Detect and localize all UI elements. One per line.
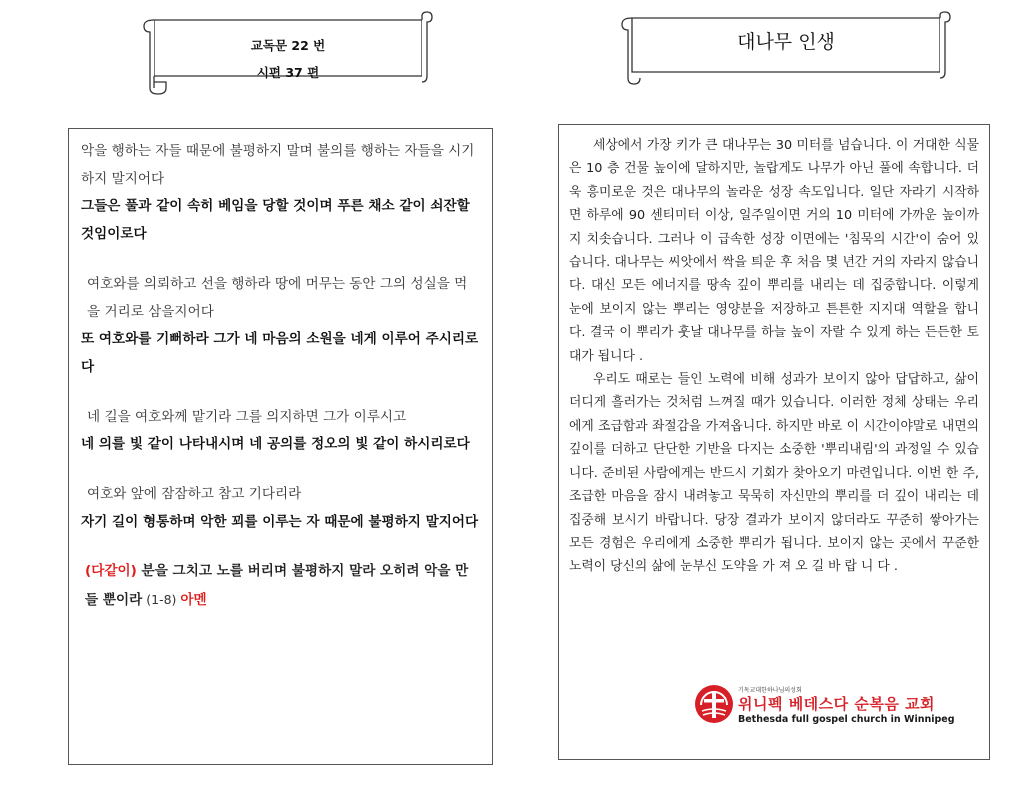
responsive-reading-box xyxy=(68,128,493,765)
reading-paragraph xyxy=(81,271,480,382)
leader-verse: 여호와 앞에 잠잠하고 참고 기다리라 xyxy=(87,486,302,503)
unison-label: (다같이) xyxy=(85,563,137,580)
congregation-verse: 자기 길이 형통하며 악한 꾀를 이루는 자 때문에 불평하지 말지어다 xyxy=(81,513,479,530)
congregation-verse: 그들은 풀과 같이 속히 베임을 당할 것이며 푸른 채소 같이 쇠잔할 것임이로다 xyxy=(81,198,470,243)
reading-paragraph xyxy=(81,138,480,249)
essay-box xyxy=(558,124,990,760)
church-cross-logo-icon xyxy=(694,684,734,724)
scroll-text xyxy=(154,32,422,86)
left-scroll-header xyxy=(140,12,436,96)
leader-verse: 네 길을 여호와께 맡기라 그를 의지하면 그가 이루시고 xyxy=(87,408,407,425)
leader-verse: 여호와를 의뢰하고 선을 행하라 땅에 머무는 동안 그의 성실을 먹을 거리로 삼을지어다 xyxy=(87,275,468,320)
congregation-verse: 또 여호와를 기뻐하라 그가 네 마음의 소원을 네게 이루어 주시리로다 xyxy=(81,331,479,375)
church-logo xyxy=(694,682,966,732)
denomination-text: 기독교대한하나님의성회 xyxy=(738,687,802,694)
essay-body xyxy=(569,134,979,579)
unison-verse xyxy=(81,558,480,614)
verse-range: (1-8) xyxy=(142,592,181,608)
reading-paragraph xyxy=(81,481,480,536)
essay-title: 대나무 인생 xyxy=(737,31,835,53)
unison-text: 분을 그치고 노를 버리며 불평하지 말라 오히려 악을 만들 뿐이라 xyxy=(85,563,469,609)
church-korean-name: 위니펙 베데스다 순복음 교회 xyxy=(738,695,936,713)
church-english-name: Bethesda full gospel church in Winnipeg xyxy=(738,714,955,725)
essay-paragraph: 세상에서 가장 키가 큰 대나무는 30 미터를 넘습니다. 이 거대한 식물은 10 층 건물 높이에 달하지만, 놀랍게도 나무가 아닌 풀에 속합니다. 더욱 흥미로운 것은 대나무의 놀라운 성장 속도입니다. 일단 자라기 시작하면 하루에 90 센티미터 이상, 일주일이면 거의 10 미터에 가까운 높이까지 치솟습니다. 그러나 이 급속한 성장 이면에는 '침묵의 시간'이 숨어 있습니다. 대나무는 씨앗에서 싹을 틔운 후 처음 몇 년간 거의 자라지 않습니다. 대신 모든 에너지를 땅속 깊이 뿌리를 내리는 데 집중합니다. 이렇게 눈에 보이지 않는 뿌리는 영양분을 저장하고 튼튼한 지지대 역할을 합니다. 결국 이 뿌리가 훗날 대나무를 하늘 높이 자랄 수 있게 하는 든든한 토대가 됩니다 . xyxy=(569,138,979,364)
reading-number: 교독문 22 번 xyxy=(250,38,326,53)
leader-verse: 악을 행하는 자들 때문에 불평하지 말며 불의를 행하는 자들을 시기하지 말지어다 xyxy=(81,143,475,187)
essay-paragraph: 우리도 때로는 들인 노력에 비해 성과가 보이지 않아 답답하고, 삶이 더디게 흘러가는 것처럼 느껴질 때가 있습니다. 이러한 정체 상태는 우리에게 조급함과 좌절감을 가져옵니다. 하지만 바로 이 시간이야말로 내면의 깊이를 더하고 단단한 기반을 다지는 소중한 '뿌리내림'의 과정일 수 있습니다. 준비된 사람에게는 반드시 기회가 찾아오기 마련입니다. 이번 한 주, 조급한 마음을 잠시 내려놓고 묵묵히 자신만의 뿌리를 더 깊이 내리는 데 집중해 보시기 바랍니다. 당장 결과가 보이지 않더라도 꾸준히 쌓아가는 모든 경험은 우리에게 소중한 뿌리가 됩니다. 보이지 않는 곳에서 꾸준한 노력이 당신의 삶에 눈부신 도약을 가 져 오 길 바 랍 니 다 . xyxy=(569,372,979,575)
right-scroll-header xyxy=(618,12,954,78)
reading-paragraph xyxy=(81,404,480,459)
psalm-reference: 시편 37 편 xyxy=(256,65,320,80)
congregation-verse: 네 의를 빛 같이 나타내시며 네 공의를 정오의 빛 같이 하시리로다 xyxy=(81,436,470,453)
amen-text: 아멘 xyxy=(180,592,207,609)
